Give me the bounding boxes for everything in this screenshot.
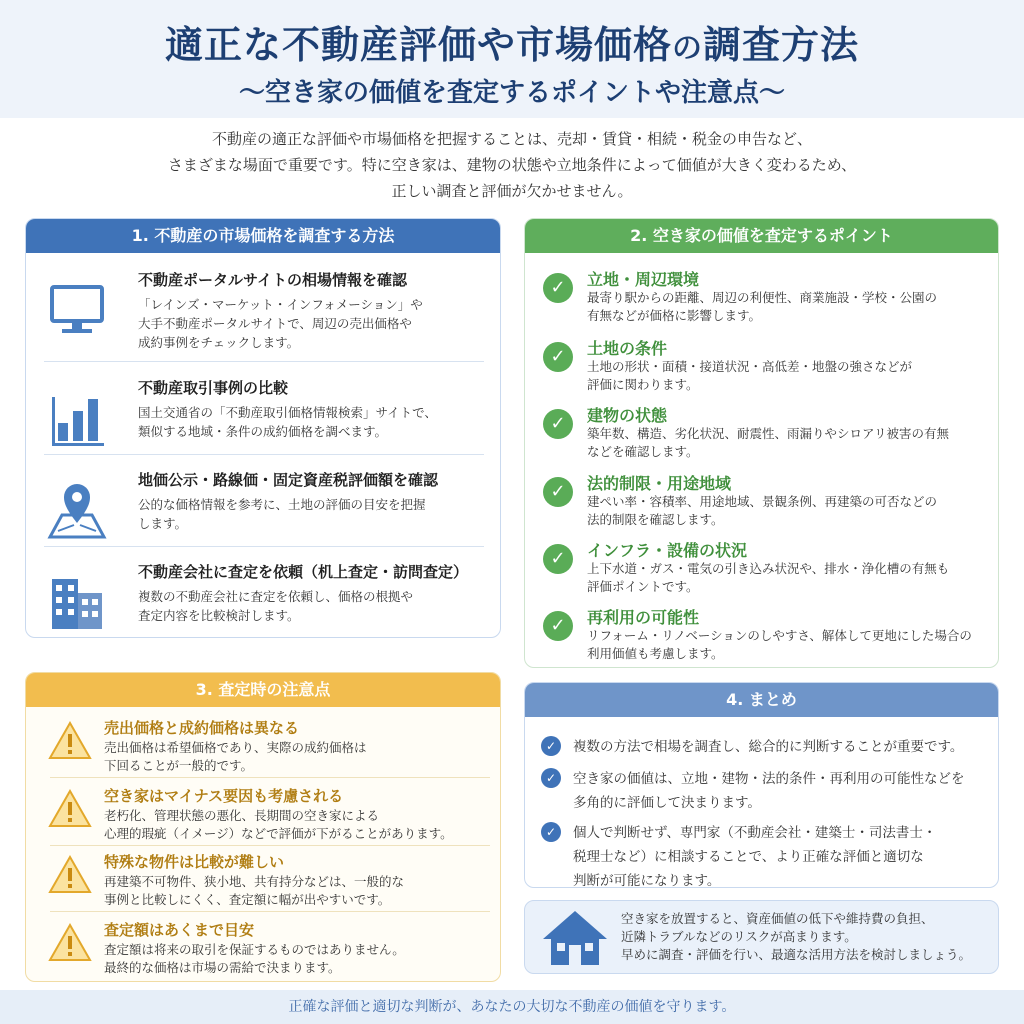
- point-desc-line: 評価ポイントです。: [587, 579, 699, 594]
- bar-chart-icon: [44, 387, 110, 451]
- caution-item: [36, 785, 492, 851]
- point-item: [535, 471, 990, 533]
- caution-title: 特殊な物件は比較が難しい: [104, 853, 285, 871]
- divider: [50, 845, 490, 846]
- caution-desc-line: 心理的瑕疵（イメージ）などで評価が下がることがあります。: [104, 826, 453, 841]
- method-desc-line: します。: [138, 516, 188, 531]
- check-circle-icon: ✓: [541, 736, 561, 756]
- method-item: [38, 375, 490, 463]
- caution-title: 売出価格と成約価格は異なる: [104, 719, 300, 737]
- point-item: [535, 267, 990, 329]
- page-title: [0, 14, 1024, 69]
- warning-icon: [48, 923, 92, 963]
- method-desc-line: 公的な価格情報を参考に、土地の評価の目安を把握: [138, 497, 426, 512]
- point-item: [535, 538, 990, 600]
- point-desc-line: 評価に関わります。: [587, 377, 699, 392]
- divider: [44, 546, 484, 547]
- summary-line: 判断が可能になります。: [573, 873, 721, 889]
- cautions-heading: 3. 査定時の注意点: [26, 673, 500, 707]
- method-desc-line: 類似する地域・条件の成約価格を調べます。: [138, 424, 388, 439]
- cautions-panel: [25, 672, 501, 982]
- check-circle-icon: ✓: [543, 544, 573, 574]
- check-circle-icon: ✓: [543, 477, 573, 507]
- points-heading: 2. 空き家の価値を査定するポイント: [525, 219, 998, 253]
- caution-desc-line: 老朽化、管理状態の悪化、長期間の空き家による: [104, 808, 380, 823]
- point-title: 立地・周辺環境: [587, 270, 700, 289]
- note-text: [621, 910, 971, 964]
- method-desc-line: 国土交通省の「不動産取引価格情報検索」サイトで、: [138, 405, 437, 420]
- caution-desc: [104, 739, 367, 775]
- page-footer: [0, 990, 1024, 1024]
- method-desc-line: 成約事例をチェックします。: [138, 335, 300, 350]
- point-desc: [587, 627, 972, 663]
- points-panel: [524, 218, 999, 668]
- caution-item: [36, 851, 492, 917]
- point-desc-line: リフォーム・リノベーションのしやすさ、解体して更地にした場合の: [587, 628, 972, 643]
- summary-line: 税理士など）に相談することで、より正確な評価と適切な: [573, 849, 924, 865]
- method-item: [38, 467, 490, 555]
- divider: [44, 454, 484, 455]
- house-icon: [539, 907, 611, 969]
- method-item: [38, 559, 490, 647]
- summary-text: [573, 735, 963, 759]
- check-circle-icon: ✓: [543, 611, 573, 641]
- check-circle-icon: ✓: [541, 822, 561, 842]
- point-title: 建物の状態: [587, 406, 668, 425]
- caution-desc-line: 最終的な価格は市場の需給で決まります。: [104, 960, 341, 975]
- warning-icon: [48, 721, 92, 761]
- note-line: 近隣トラブルなどのリスクが高まります。: [621, 929, 857, 944]
- summary-line: 複数の方法で相場を調査し、総合的に判断することが重要です。: [573, 739, 964, 755]
- summary-panel: [524, 682, 999, 888]
- caution-title: 空き家はマイナス要因も考慮される: [104, 787, 344, 805]
- check-circle-icon: ✓: [541, 768, 561, 788]
- point-item: [535, 336, 990, 398]
- divider: [44, 361, 484, 362]
- intro-line: 不動産の適正な評価や市場価格を把握することは、売却・賃貸・相続・税金の申告など、: [211, 130, 812, 148]
- caution-desc: [104, 873, 404, 909]
- point-desc: [587, 289, 937, 325]
- point-desc-line: などを確認します。: [587, 444, 699, 459]
- method-title: 地価公示・路線価・固定資産税評価額を確認: [138, 471, 439, 489]
- summary-line: 空き家の価値は、立地・建物・法的条件・再利用の可能性などを: [573, 771, 965, 787]
- method-item: [38, 267, 490, 355]
- point-desc-line: 築年数、構造、劣化状況、耐震性、雨漏りやシロアリ被害の有無: [587, 426, 950, 441]
- caution-desc: [104, 807, 453, 843]
- point-desc: [587, 425, 949, 461]
- summary-line: 個人で判断せず、専門家（不動産会社・建築士・司法書士・: [573, 825, 937, 841]
- caution-title: 査定額はあくまで目安: [104, 921, 255, 939]
- point-desc-line: 建ぺい率・容積率、用途地域、景観条例、再建築の可否などの: [587, 494, 938, 509]
- check-circle-icon: ✓: [543, 409, 573, 439]
- point-item: [535, 403, 990, 465]
- caution-desc: [104, 941, 405, 977]
- method-desc: [138, 587, 483, 625]
- caution-desc-line: 再建築不可物件、狭小地、共有持分などは、一般的な: [104, 874, 405, 889]
- point-title: 再利用の可能性: [587, 608, 700, 627]
- divider: [50, 911, 490, 912]
- warning-icon: [48, 789, 92, 829]
- divider: [50, 777, 490, 778]
- note-line: 空き家を放置すると、資産価値の低下や維持費の負担、: [621, 911, 934, 926]
- note-panel: [524, 900, 999, 974]
- title-end: 調査方法: [703, 23, 860, 67]
- method-title: 不動産ポータルサイトの相場情報を確認: [138, 271, 407, 289]
- monitor-icon: [44, 279, 110, 343]
- point-title: 法的制限・用途地域: [587, 474, 732, 493]
- point-desc: [587, 493, 937, 529]
- method-desc-line: 複数の不動産会社に査定を依頼し、価格の根拠や: [138, 589, 414, 604]
- point-desc-line: 有無などが価格に影響します。: [587, 308, 762, 323]
- footer-text: 正確な評価と適切な判断が、あなたの大切な不動産の価値を守ります。: [288, 999, 736, 1015]
- check-circle-icon: ✓: [543, 273, 573, 303]
- method-desc-line: 「レインズ・マーケット・インフォメーション」や: [138, 297, 423, 312]
- point-desc-line: 土地の形状・面積・接道状況・高低差・地盤の強さなどが: [587, 359, 913, 374]
- point-desc-line: 上下水道・ガス・電気の引き込み状況や、排水・浄化槽の有無も: [587, 561, 950, 576]
- note-line: 早めに調査・評価を行い、最適な活用方法を検討しましょう。: [621, 947, 972, 962]
- point-desc-line: 法的制限を確認します。: [587, 512, 724, 527]
- summary-text: [573, 821, 936, 893]
- point-desc-line: 最寄り駅からの距離、周辺の利便性、商業施設・学校・公園の: [587, 290, 938, 305]
- methods-panel: [25, 218, 501, 638]
- point-item: [535, 605, 990, 667]
- warning-icon: [48, 855, 92, 895]
- method-desc-line: 大手不動産ポータルサイトで、周辺の売出価格や: [138, 316, 412, 331]
- point-desc-line: 利用価値も考慮します。: [587, 646, 724, 661]
- building-icon: [44, 571, 110, 635]
- caution-desc-line: 下回ることが一般的です。: [104, 758, 254, 773]
- summary-text: [573, 767, 965, 815]
- caution-desc-line: 売出価格は希望価格であり、実際の成約価格は: [104, 740, 367, 755]
- title-main: 適正な不動産評価や市場価格: [164, 23, 672, 67]
- method-desc: [138, 495, 483, 533]
- methods-heading: 1. 不動産の市場価格を調査する方法: [26, 219, 500, 253]
- intro-text: [60, 126, 964, 204]
- caution-desc-line: 査定額は将来の取引を保証するものではありません。: [104, 942, 405, 957]
- page-subtitle: 〜空き家の価値を査定するポイントや注意点〜: [238, 78, 785, 108]
- caution-item: [36, 717, 492, 783]
- method-desc-line: 査定内容を比較検討します。: [138, 608, 300, 623]
- method-title: 不動産会社に査定を依頼（机上査定・訪問査定）: [138, 563, 469, 581]
- title-particle: の: [672, 31, 703, 66]
- point-desc: [587, 358, 912, 394]
- summary-heading: 4. まとめ: [525, 683, 998, 717]
- method-desc: [138, 403, 483, 441]
- caution-desc-line: 事例と比較しにくく、査定額に幅が出やすいです。: [104, 892, 391, 907]
- point-title: インフラ・設備の状況: [587, 541, 748, 560]
- point-desc: [587, 560, 949, 596]
- method-title: 不動産取引事例の比較: [138, 379, 289, 397]
- summary-line: 多角的に評価して決まります。: [573, 795, 761, 811]
- page-header: [0, 0, 1024, 118]
- check-circle-icon: ✓: [543, 342, 573, 372]
- intro-line: さまざまな場面で重要です。特に空き家は、建物の状態や立地条件によって価値が大きく変わるため、: [167, 156, 857, 174]
- map-pin-icon: [44, 479, 110, 543]
- method-desc: [138, 295, 483, 352]
- caution-item: [36, 919, 492, 985]
- intro-line: 正しい調査と評価が欠かせません。: [391, 182, 633, 200]
- point-title: 土地の条件: [587, 339, 668, 358]
